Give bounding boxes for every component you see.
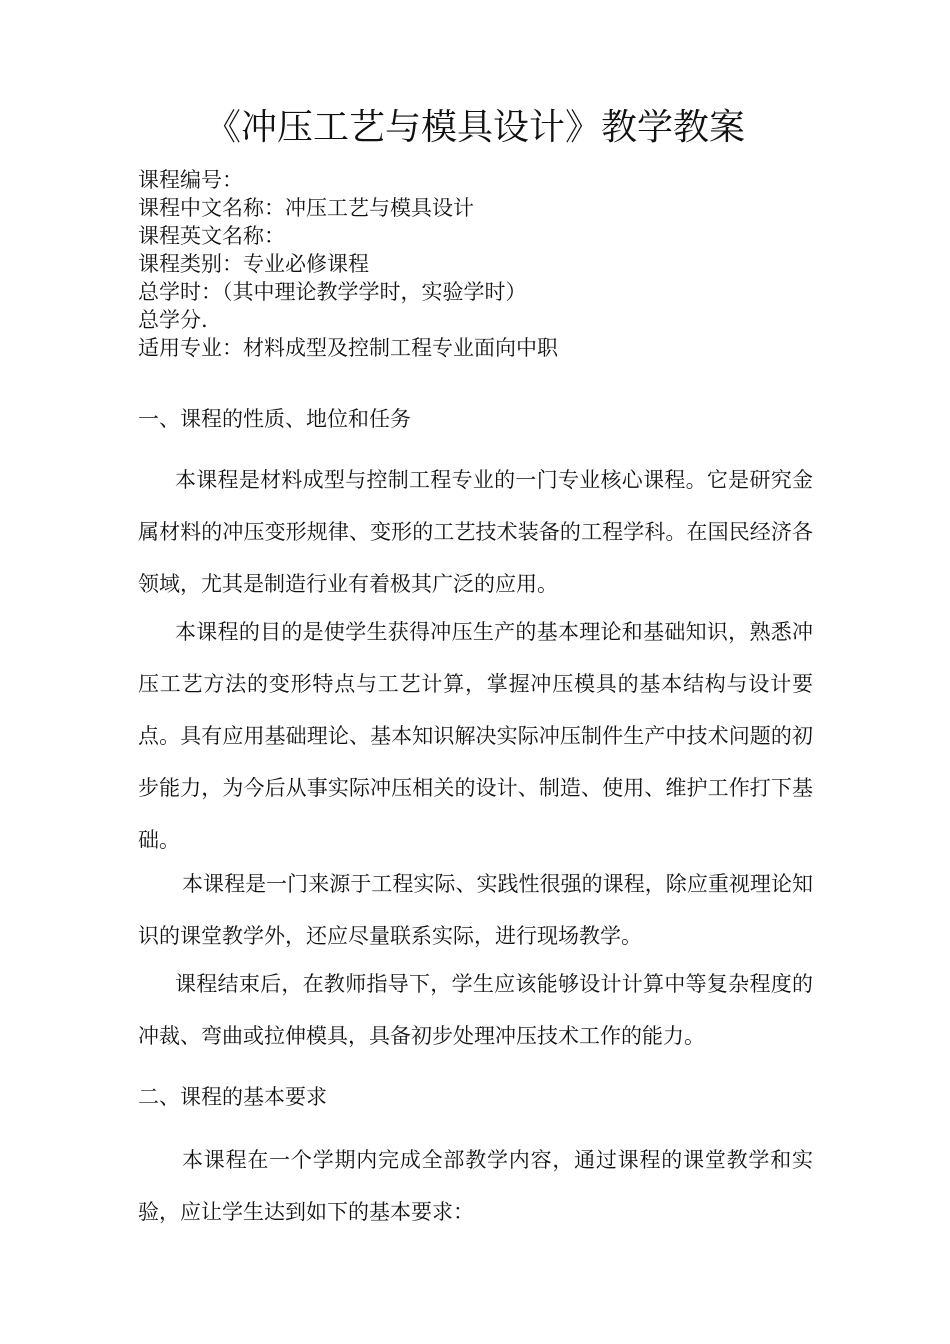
section-1-paragraph: 课程结束后，在教师指导下，学生应该能够设计计算中等复杂程度的冲裁、弯曲或拉伸模具，具备初步处理冲压技术工作的能力。 bbox=[138, 972, 813, 1048]
section-2-paragraph: 本课程在一个学期内完成全部教学内容，通过课程的课堂教学和实验，应让学生达到如下的基本要求： bbox=[138, 1148, 813, 1224]
course-info-block bbox=[138, 166, 838, 362]
course-code-line: 课程编号： bbox=[138, 168, 243, 192]
applicable-major-line: 适用专业：材料成型及控制工程专业面向中职 bbox=[138, 336, 558, 360]
document-title: 《冲压工艺与模具设计》教学教案 bbox=[204, 107, 745, 148]
course-english-name-line: 课程英文名称： bbox=[138, 224, 285, 248]
section-2-heading: 二、课程的基本要求 bbox=[138, 1085, 327, 1109]
course-chinese-name-line: 课程中文名称：冲压工艺与模具设计 bbox=[138, 196, 474, 220]
section-1-paragraph: 本课程是一门来源于工程实际、实践性很强的课程，除应重视理论知识的课堂教学外，还应尽量联系实际，进行现场教学。 bbox=[138, 872, 813, 948]
total-credits-line: 总学分. bbox=[138, 308, 208, 332]
section-1-heading: 一、课程的性质、地位和任务 bbox=[138, 407, 411, 431]
section-1-paragraph: 本课程的目的是使学生获得冲压生产的基本理论和基础知识，熟悉冲压工艺方法的变形特点与工艺计算，掌握冲压模具的基本结构与设计要点。具有应用基础理论、基本知识解决实际冲压制件生产中技术问题的初步能力，为今后从事实际冲压相关的设计、制造、使用、维护工作打下基础。 bbox=[138, 620, 813, 852]
total-hours-line: 总学时：（其中理论教学学时，实验学时） bbox=[138, 280, 527, 304]
course-category-line: 课程类别：专业必修课程 bbox=[138, 252, 369, 276]
section-1-paragraph: 本课程是材料成型与控制工程专业的一门专业核心课程。它是研究金属材料的冲压变形规律、变形的工艺技术装备的工程学科。在国民经济各领域，尤其是制造行业有着极其广泛的应用。 bbox=[138, 468, 813, 596]
